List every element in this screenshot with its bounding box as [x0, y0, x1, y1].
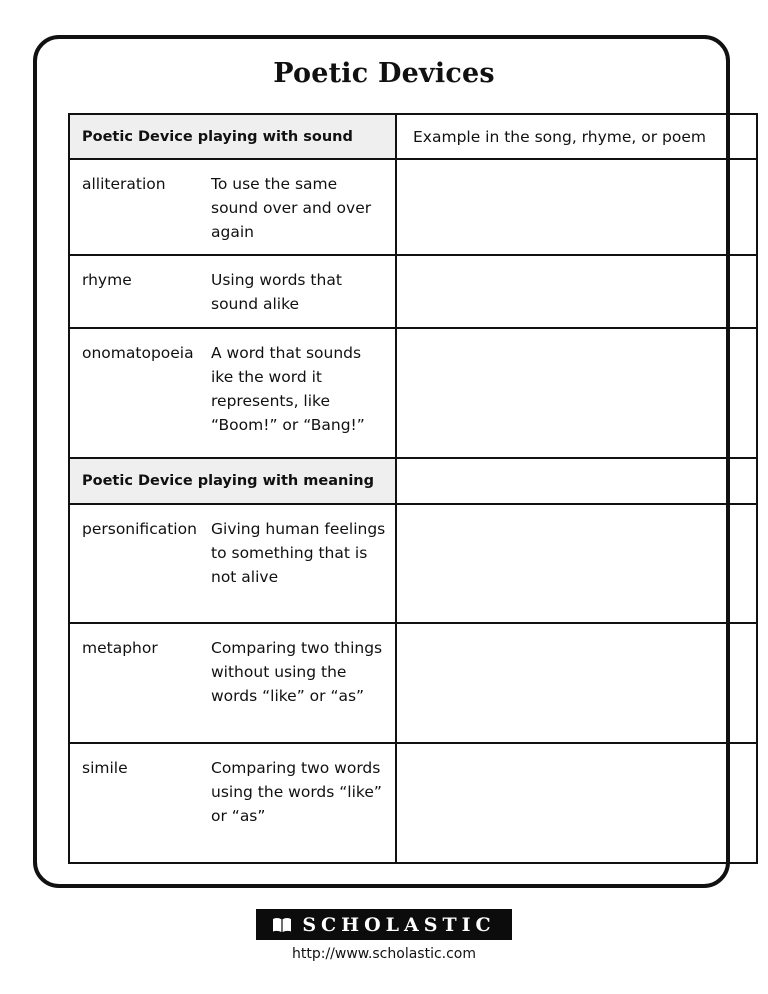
table-row	[69, 623, 757, 743]
table-row	[69, 743, 757, 863]
meaning-section-header: Poetic Device playing with meaning	[69, 458, 396, 504]
scholastic-logo[interactable]	[256, 909, 512, 940]
meaning-header-row	[69, 458, 757, 504]
example-answer-cell[interactable]	[396, 623, 757, 743]
logo-text: SCHOLASTIC	[302, 913, 496, 936]
example-answer-cell[interactable]	[396, 328, 757, 458]
poetic-devices-table	[68, 113, 758, 864]
website-link[interactable]: http://www.scholastic.com	[291, 946, 477, 962]
device-definition: Using words that sound alike	[211, 271, 342, 313]
example-column-header: Example in the song, rhyme, or poem	[396, 114, 757, 159]
device-term: metaphor	[82, 639, 158, 657]
table-row	[69, 255, 757, 328]
device-term: alliteration	[82, 175, 166, 193]
page-title: Poetic Devices	[273, 58, 495, 89]
device-term: onomatopoeia	[82, 344, 194, 362]
table-row	[69, 504, 757, 623]
device-term: simile	[82, 759, 128, 777]
device-definition: Giving human feelings to something that is not alive	[211, 520, 386, 586]
open-book-icon	[272, 917, 292, 933]
example-answer-cell[interactable]	[396, 504, 757, 623]
table-row	[69, 159, 757, 255]
example-answer-cell[interactable]	[396, 743, 757, 863]
sound-header-row	[69, 114, 757, 159]
example-answer-cell[interactable]	[396, 159, 757, 255]
device-definition: Comparing two things without using the words “like” or “as”	[211, 639, 383, 705]
device-term: personification	[82, 520, 197, 538]
meaning-header-blank-cell	[396, 458, 757, 504]
device-definition: To use the same sound over and over again	[211, 175, 372, 241]
example-answer-cell[interactable]	[396, 255, 757, 328]
device-term: rhyme	[82, 271, 132, 289]
table-row	[69, 328, 757, 458]
device-definition: Comparing two words using the words “like” or “as”	[211, 759, 382, 825]
sound-section-header: Poetic Device playing with sound	[69, 114, 396, 159]
device-definition: A word that sounds ike the word it represents, like “Boom!” or “Bang!”	[211, 344, 365, 434]
